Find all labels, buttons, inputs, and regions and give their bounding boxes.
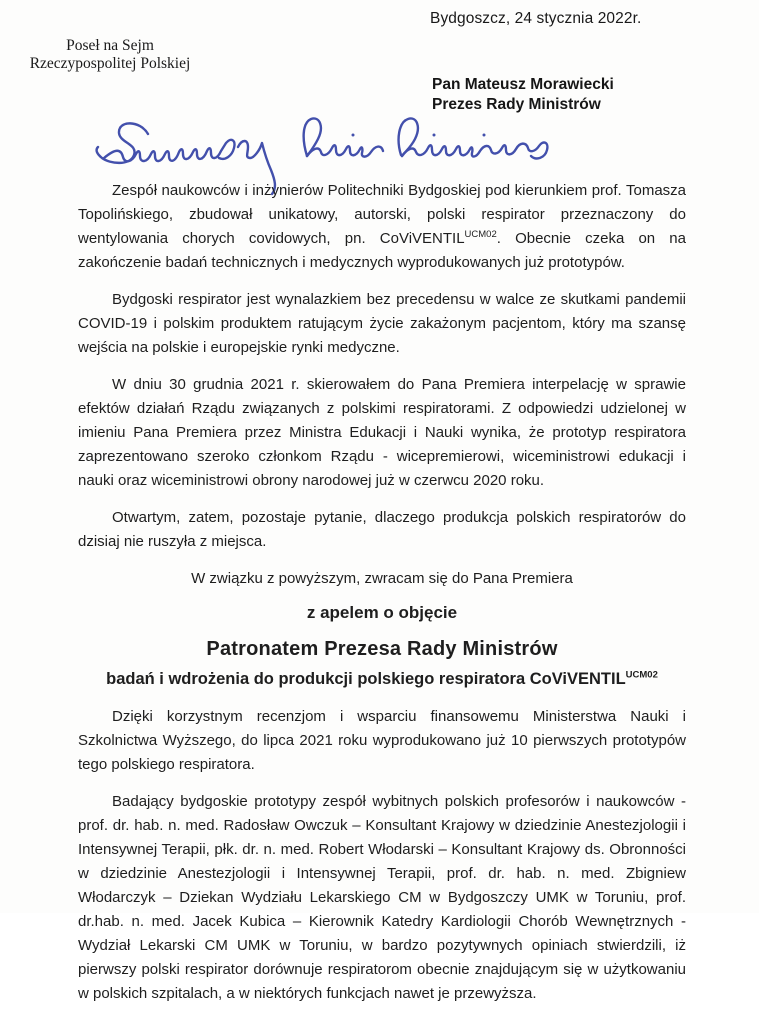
paragraph-1	[78, 179, 686, 275]
paragraph-6: Badający bydgoskie prototypy zespół wybitnych polskich profesorów i naukowców - prof. dr. hab. n. med. Radosław Owczuk – Konsultant Krajowy w dziedzinie Anestezjologii i Intensywnej Terapii, płk. dr. n. med. Robert Włodarski – Konsultant Krajowy ds. Obronności w dziedzinie Anestezjologii i Intensywnej Terapii, prof. dr. hab. n. med. Zbigniew Włodarczyk – Dziekan Wydziału Lekarskiego CM w Bydgoszczy UMK w Toruniu, prof. dr.hab. n. med. Jacek Kubica – Kierownik Katedry Kardiologii Chorób Wewnętrznych - Wydział Lekarski CM UMK w Toruniu, w bardzo pozytywnych opiniach stwierdzili, iż pierwszy polski respirator dorównuje respiratorom obecnie znajdującym się w użytkowaniu w polskich szpitalach, a w niektórych funkcjach nawet je przewyższa.	[78, 793, 686, 1002]
appeal-line-3-text: badań i wdrożenia do produkcji polskiego respiratora CoViVENTIL	[106, 670, 626, 688]
letter-body	[78, 179, 686, 1019]
paragraph-1-text: Zespół naukowców i inżynierów Politechniki Bydgoskiej pod kierunkiem prof. Tomasza Topolińskiego, zbudował unikatowy, autorski, polski respirator przeznaczony do wentylowania chorych covidowych, pn. CoViVENTIL	[78, 182, 686, 247]
paragraph-2: Bydgoski respirator jest wynalazkiem bez precedensu w walce ze skutkami pandemii COVID-19 i polskim produktem ratującym życie zakażonym pacjentom, który ma szansę wejścia na polskie i europejskie rynki medyczne.	[78, 291, 686, 356]
letterhead-line1: Poseł na Sejm	[66, 37, 154, 54]
recipient-name: Pan Mateusz Morawiecki	[432, 76, 614, 93]
paragraph-1-superscript: UCM02	[464, 229, 497, 240]
sender-letterhead	[14, 37, 206, 73]
paragraph-3: W dniu 30 grudnia 2021 r. skierowałem do Pana Premiera interpelację w sprawie efektów działań Rządu związanych z polskimi respiratorami. Z odpowiedzi udzielonej w imieniu Pana Premiera przez Ministra Edukacji i Nauki wynika, że prototyp respiratora zaprezentowano szeroko członkom Rządu - wicepremierowi, wiceministrowi edukacji i nauki oraz wiceministrowi obrony narodowej już w czerwcu 2020 roku.	[78, 376, 686, 489]
paragraph-4: Otwartym, zatem, pozostaje pytanie, dlaczego produkcja polskich respiratorów do dzisiaj nie ruszyła z miejsca.	[78, 509, 686, 550]
recipient-block	[432, 75, 614, 115]
letter-date: Bydgoszcz, 24 stycznia 2022r.	[430, 10, 642, 27]
paragraph-1-text-after: . Obecnie czeka on na zakończenie badań technicznych i medycznych wyprodukowanych już prototypów.	[78, 230, 686, 271]
appeal-line-1: z apelem o objęcie	[306, 603, 458, 622]
appeal-intro: W związku z powyższym, zwracam się do Pana Premiera	[191, 570, 573, 587]
recipient-title: Prezes Rady Ministrów	[432, 96, 601, 113]
appeal-line-3	[78, 667, 686, 691]
appeal-line-2: Patronatem Prezesa Rady Ministrów	[206, 638, 558, 660]
letterhead-line2: Rzeczypospolitej Polskiej	[29, 55, 191, 72]
appeal-line-3-superscript: UCM02	[625, 669, 658, 681]
paragraph-5: Dzięki korzystnym recenzjom i wsparciu finansowemu Ministerstwa Nauki i Szkolnictwa Wyższego, do lipca 2021 roku wyprodukowano już 10 pierwszych prototypów tego polskiego respiratora.	[78, 708, 686, 773]
